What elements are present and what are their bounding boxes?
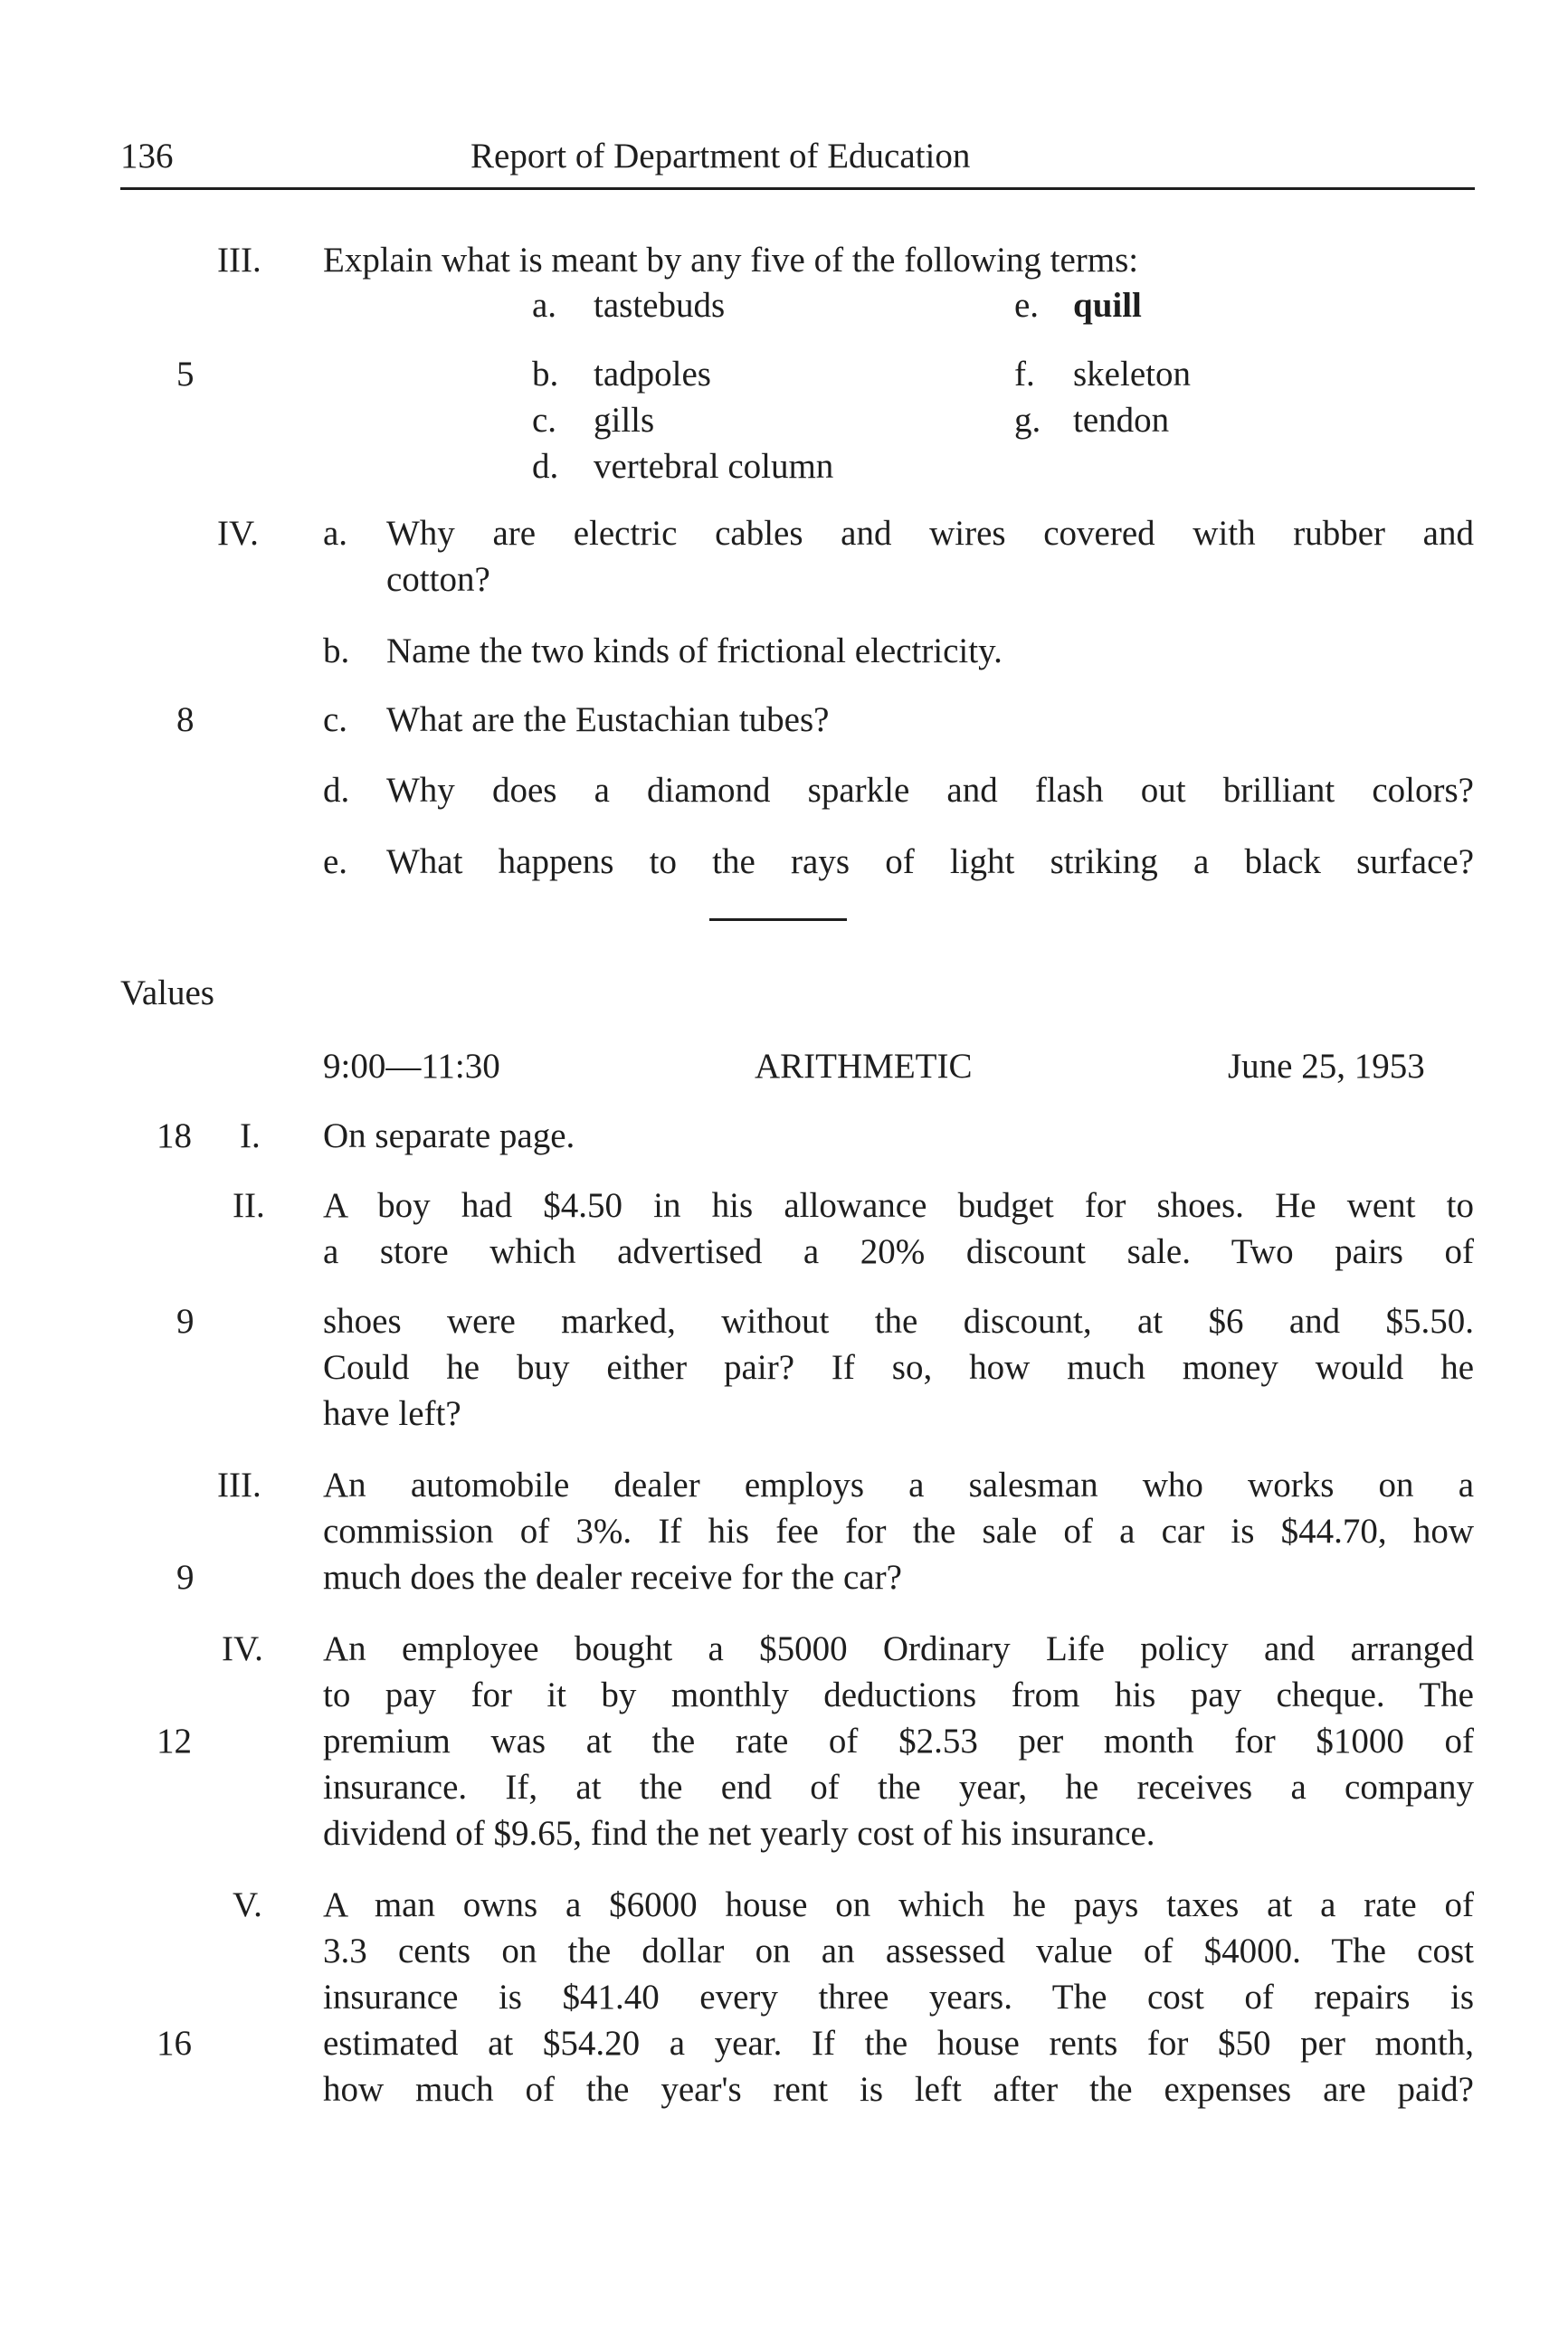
question-value: 8 xyxy=(176,700,195,739)
question-text-line: commission of 3%. If his fee for the sale of a car is $44.70, how xyxy=(323,1512,1474,1551)
question-value: 9 xyxy=(176,1558,195,1597)
part-text-line: cotton? xyxy=(386,560,490,599)
question-text-line: A boy had $4.50 in his allowance budget for shoes. He went to xyxy=(323,1186,1474,1225)
question-value: 12 xyxy=(157,1722,192,1761)
question-value: 18 xyxy=(157,1116,192,1155)
question-text-line: A man owns a $6000 house on which he pays taxes at a rate of xyxy=(323,1885,1474,1924)
question-text-line: how much of the year's rent is left after the expenses are paid? xyxy=(323,2070,1474,2109)
part-letter: c. xyxy=(323,700,348,739)
question-text-line: An employee bought a $5000 Ordinary Life policy and arranged xyxy=(323,1629,1474,1668)
question-value: 16 xyxy=(157,2024,192,2063)
question-numeral: IV. xyxy=(222,1629,263,1668)
exam-subject: ARITHMETIC xyxy=(755,1047,973,1086)
question-text-line: much does the dealer receive for the car? xyxy=(323,1558,902,1597)
term-letter: e. xyxy=(1014,286,1040,325)
question-text-line: shoes were marked, without the discount, at $6 and $5.50. xyxy=(323,1302,1474,1341)
question-numeral: IV. xyxy=(217,514,259,553)
question-text-line: premium was at the rate of $2.53 per month for $1000 of xyxy=(323,1722,1474,1761)
page-number: 136 xyxy=(120,137,174,176)
term: tastebuds xyxy=(594,286,726,325)
term: skeleton xyxy=(1073,355,1191,394)
question-numeral: I. xyxy=(240,1116,261,1155)
term-letter: b. xyxy=(532,355,559,394)
term-letter: a. xyxy=(532,286,557,325)
values-label: Values xyxy=(120,973,214,1012)
question-text-line: Could he buy either pair? If so, how much money would he xyxy=(323,1348,1474,1387)
term-letter: g. xyxy=(1014,401,1041,440)
part-letter: d. xyxy=(323,771,350,810)
question-prompt: Explain what is meant by any five of the following terms: xyxy=(323,241,1139,280)
question-text-line: to pay for it by monthly deductions from his pay cheque. The xyxy=(323,1676,1474,1714)
question-text-line: estimated at $54.20 a year. If the house rents for $50 per month, xyxy=(323,2024,1474,2063)
question-numeral: III. xyxy=(217,241,261,280)
part-text-line: Why are electric cables and wires covered with rubber and xyxy=(386,514,1474,553)
header-rule xyxy=(120,187,1475,190)
part-text-line: Why does a diamond sparkle and flash out brilliant colors? xyxy=(386,771,1474,810)
question-text-line: insurance. If, at the end of the year, he receives a company xyxy=(323,1768,1474,1807)
term: gills xyxy=(594,401,655,440)
part-letter: e. xyxy=(323,842,348,881)
part-letter: a. xyxy=(323,514,348,553)
section-divider xyxy=(709,918,847,921)
term-letter: f. xyxy=(1014,355,1035,394)
question-text-line: 3.3 cents on the dollar on an assessed value of $4000. The cost xyxy=(323,1932,1474,1970)
term-letter: c. xyxy=(532,401,557,440)
question-text-line: dividend of $9.65, find the net yearly cost of his insurance. xyxy=(323,1814,1155,1853)
question-numeral: II. xyxy=(233,1186,265,1225)
term: tadpoles xyxy=(594,355,711,394)
question-numeral: V. xyxy=(233,1885,262,1924)
running-title: Report of Department of Education xyxy=(470,137,971,176)
part-text-line: What happens to the rays of light striking a black surface? xyxy=(386,842,1474,881)
question-text-line: On separate page. xyxy=(323,1116,575,1155)
question-value: 5 xyxy=(176,355,195,394)
question-text-line: have left? xyxy=(323,1394,461,1433)
part-text-line: What are the Eustachian tubes? xyxy=(386,700,830,739)
part-letter: b. xyxy=(323,631,350,670)
term: quill xyxy=(1073,286,1142,325)
exam-date: June 25, 1953 xyxy=(1228,1047,1425,1086)
term: vertebral column xyxy=(594,447,834,486)
question-text-line: a store which advertised a 20% discount sale. Two pairs of xyxy=(323,1232,1474,1271)
question-numeral: III. xyxy=(217,1466,261,1505)
exam-time: 9:00—11:30 xyxy=(323,1047,500,1086)
part-text-line: Name the two kinds of frictional electricity. xyxy=(386,631,1003,670)
term: tendon xyxy=(1073,401,1170,440)
question-text-line: insurance is $41.40 every three years. The cost of repairs is xyxy=(323,1978,1474,2017)
question-value: 9 xyxy=(176,1302,195,1341)
question-text-line: An automobile dealer employs a salesman who works on a xyxy=(323,1466,1474,1505)
term-letter: d. xyxy=(532,447,559,486)
